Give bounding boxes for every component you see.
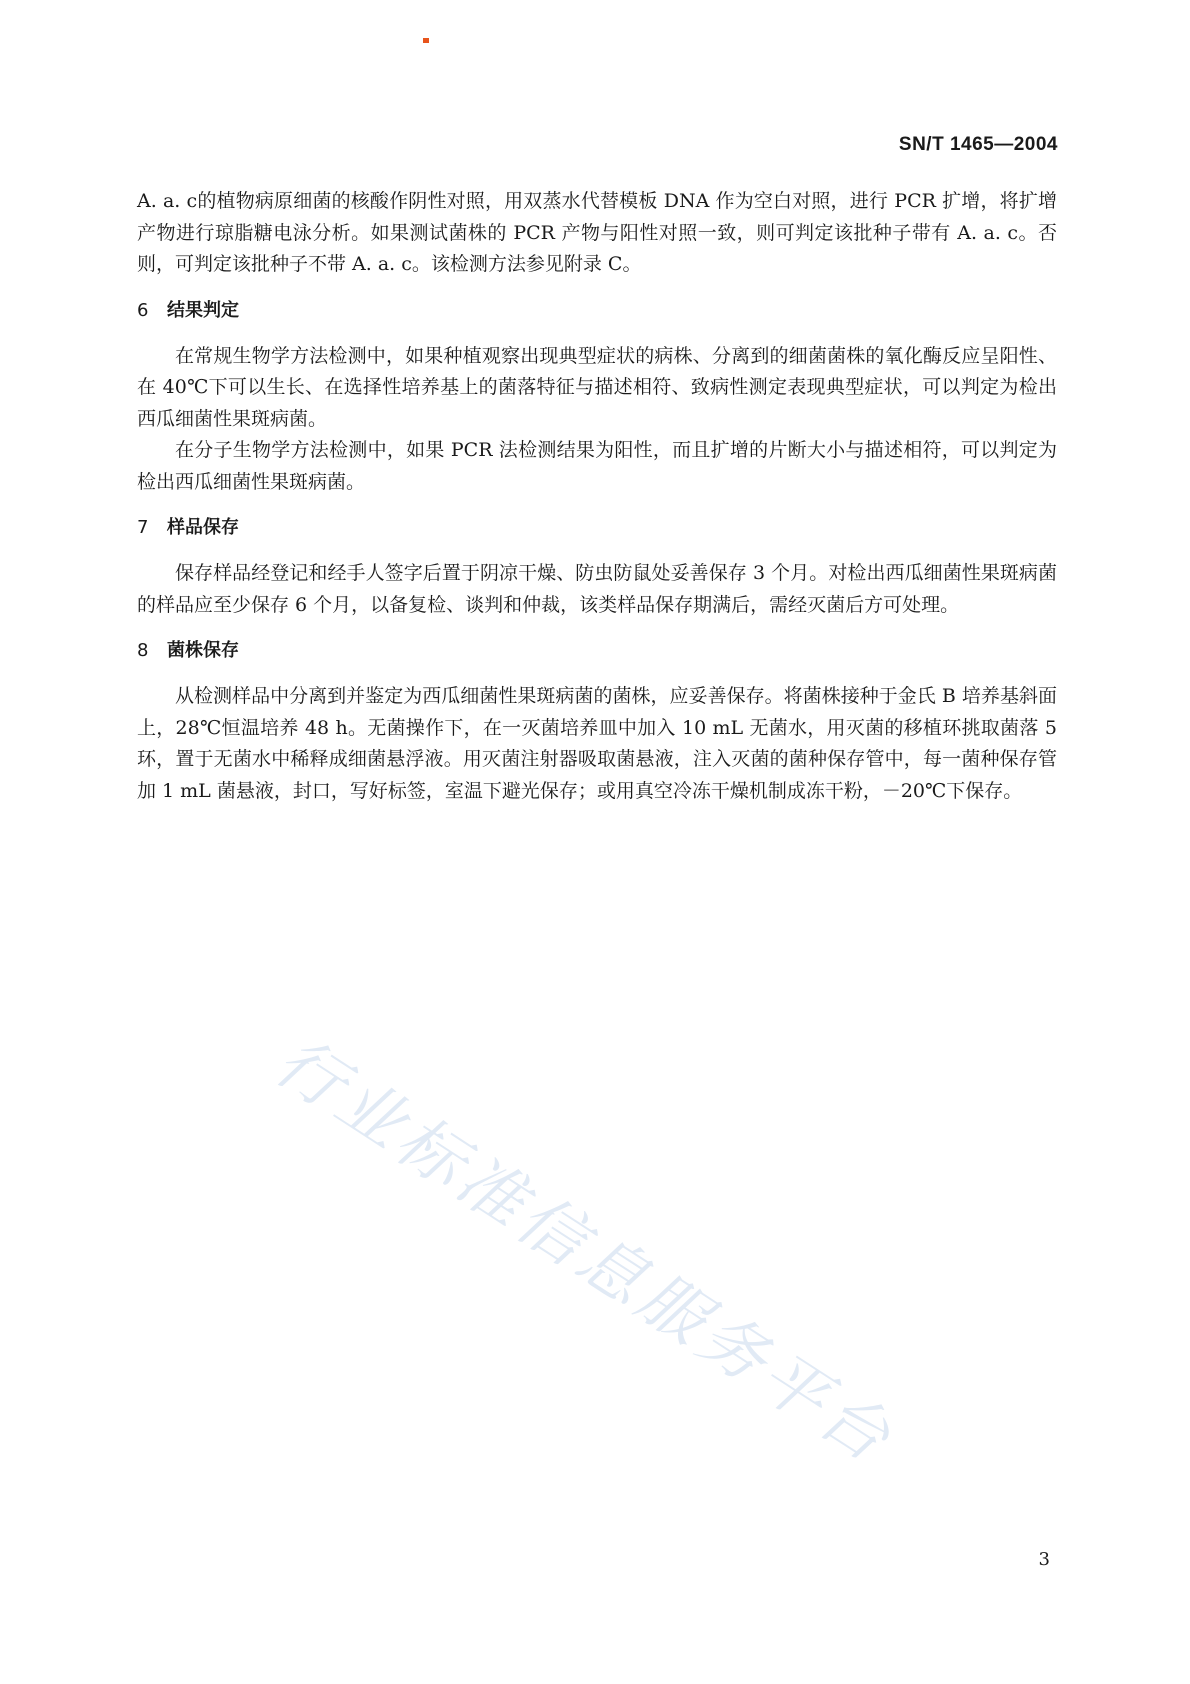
section-number: 7 bbox=[137, 517, 149, 538]
section-title: 样品保存 bbox=[167, 517, 239, 538]
intro-paragraph: A. a. c的植物病原细菌的核酸作阴性对照，用双蒸水代替模板 DNA 作为空白对照，进行 PCR 扩增，将扩增产物进行琼脂糖电泳分析。如果测试菌株的 PCR 产物与阳性对照一致，则可判定该批种子带有 A. a. c。否则，可判定该批种子不带 A. a. c。该检测方法参见附录 C。 bbox=[137, 190, 1057, 275]
watermark: 行业标准信息服务平台 bbox=[261, 1022, 908, 1480]
section-number: 8 bbox=[137, 640, 149, 661]
section-heading-7 bbox=[137, 514, 1057, 542]
section-number: 6 bbox=[137, 299, 149, 321]
section-heading-8 bbox=[137, 637, 1057, 665]
section-title: 菌株保存 bbox=[167, 640, 239, 661]
section-heading-6 bbox=[137, 297, 1057, 325]
paragraph: 保存样品经登记和经手人签字后置于阴凉干燥、防虫防鼠处妥善保存 3 个月。对检出西瓜细菌性果斑病菌的样品应至少保存 6 个月，以备复检、谈判和仲裁，该类样品保存期满后，需经灭菌后方可处理。 bbox=[137, 562, 1057, 616]
page-body bbox=[137, 186, 1057, 807]
section-title: 结果判定 bbox=[167, 299, 239, 321]
document-number: SN/T 1465—2004 bbox=[898, 134, 1058, 155]
orange-mark bbox=[423, 38, 429, 43]
paragraph: 在常规生物学方法检测中，如果种植观察出现典型症状的病株、分离到的细菌菌株的氧化酶反应呈阳性、在 40℃下可以生长、在选择性培养基上的菌落特征与描述相符、致病性测定表现典型症状，可以判定为检出西瓜细菌性果斑病菌。 bbox=[137, 344, 1057, 430]
paragraph: 从检测样品中分离到并鉴定为西瓜细菌性果斑病菌的菌株，应妥善保存。将菌株接种于金氏 B 培养基斜面上，28℃恒温培养 48 h。无菌操作下，在一灭菌培养皿中加入 10 mL 无菌水，用灭菌的移植环挑取菌落 5 环，置于无菌水中稀释成细菌悬浮液。用灭菌注射器吸取菌悬液，注入灭菌的菌种保存管中，每一菌种保存管加 1 mL 菌悬液，封口，写好标签，室温下避光保存；或用真空冷冻干燥机制成冻干粉，－20℃下保存。 bbox=[137, 685, 1057, 802]
paragraph: 在分子生物学方法检测中，如果 PCR 法检测结果为阳性，而且扩增的片断大小与描述相符，可以判定为检出西瓜细菌性果斑病菌。 bbox=[137, 439, 1057, 493]
page-number: 3 bbox=[1038, 1549, 1050, 1570]
